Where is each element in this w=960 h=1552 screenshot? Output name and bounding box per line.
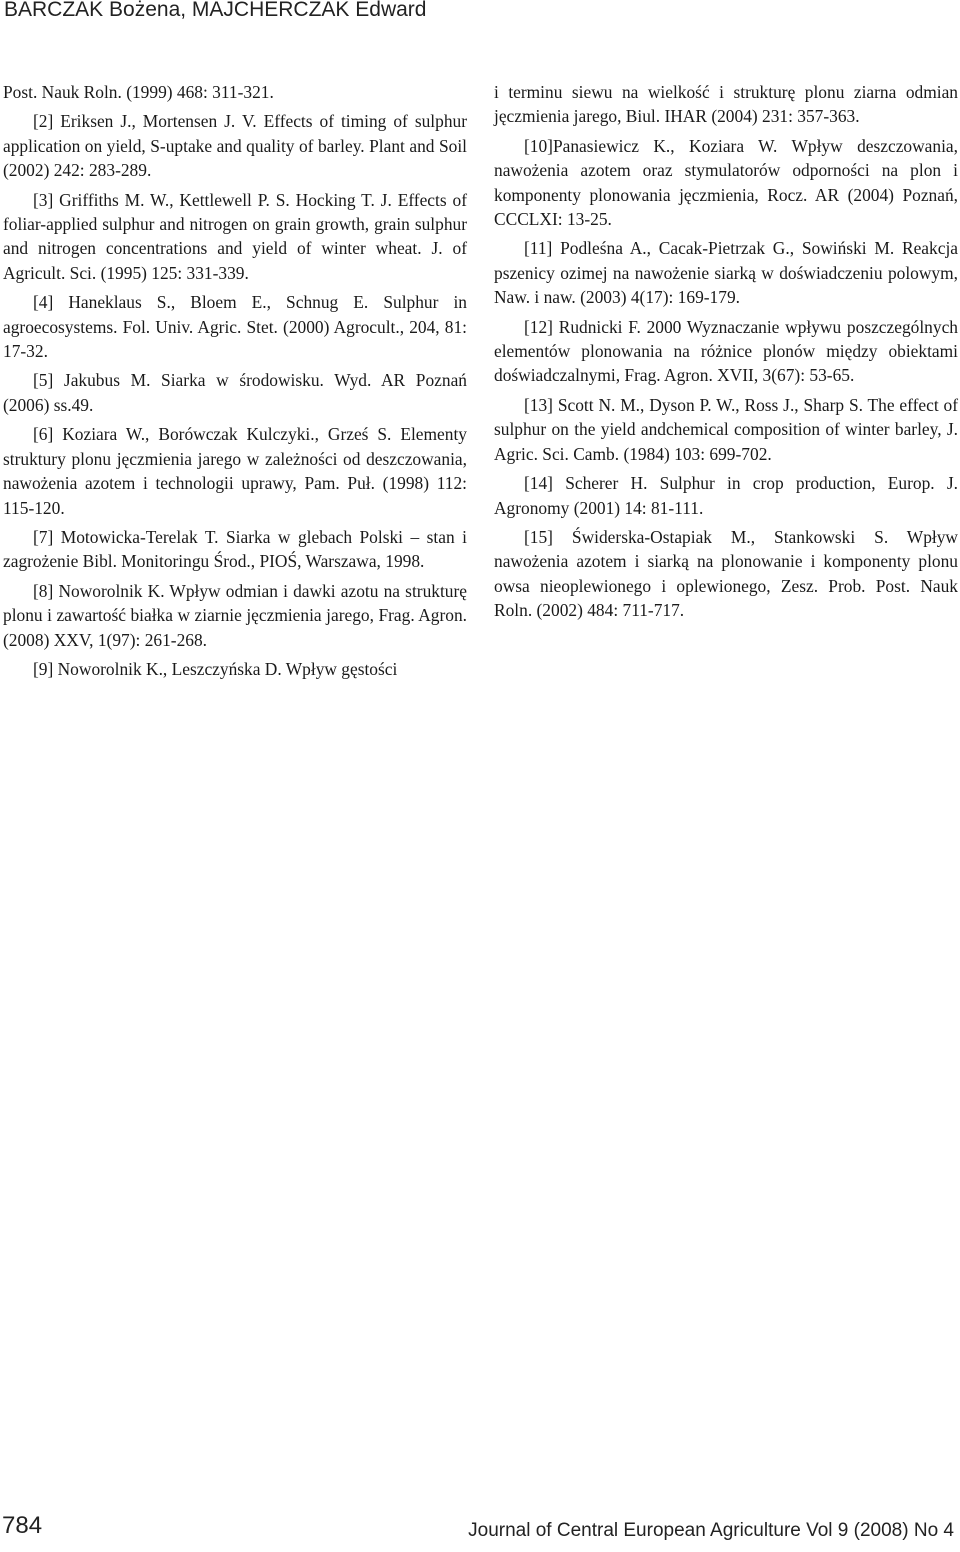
page-number: 784: [2, 1512, 43, 1539]
reference-4: [4] Haneklaus S., Bloem E., Schnug E. Sulphur in agroecosystems. Fol. Univ. Agric. Stet. (2000) Agrocult., 204, 81: 17-32.: [3, 292, 467, 362]
reference-9-continuation: i terminu siewu na wielkość i strukturę plonu ziarna odmian jęczmienia jarego, Biul. IHAR (2004) 231: 357-363.: [494, 82, 958, 127]
reference-11: [11] Podleśna A., Cacak-Pietrzak G., Sowiński M. Reakcja pszenicy ozimej na nawożenie siarką w doświadczeniu polowym, Naw. i naw. (2003) 4(17): 169-179.: [494, 238, 958, 308]
reference-13: [13] Scott N. M., Dyson P. W., Ross J., Sharp S. The effect of sulphur on the yield andchemical composition of winter barley, J. Agric. Sci. Camb. (1984) 103: 699-702.: [494, 394, 958, 464]
reference-12: [12] Rudnicki F. 2000 Wyznaczanie wpływu poszczególnych elementów plonowania na różnice plonów między obiektami doświadczalnymi, Frag. Agron. XVII, 3(67): 53-65.: [494, 316, 958, 386]
journal-footer: Journal of Central European Agriculture Vol 9 (2008) No 4: [468, 1520, 954, 1541]
running-head-authors: BARCZAK Bożena, MAJCHERCZAK Edward: [4, 0, 427, 21]
reference-9: [9] Noworolnik K., Leszczyńska D. Wpływ gęstości: [33, 658, 398, 679]
reference-15: [15] Świderska-Ostapiak M., Stankowski S. Wpływ nawożenia azotem i siarką na plonowanie i komponenty plonu owsa nieoplewionego i oplewionego, Zesz. Prob. Post. Nauk Roln. (2002) 484: 711-717.: [494, 526, 958, 621]
references-left-column: [3, 80, 467, 686]
reference-6: [6] Koziara W., Borówczak Kulczyki., Grześ S. Elementy struktury plonu jęczmienia jarego w zależności od deszczowania, nawożenia azotem i technologii uprawy, Pam. Puł. (1998) 112: 115-120.: [3, 424, 467, 518]
reference-3: [3] Griffiths M. W., Kettlewell P. S. Hocking T. J. Effects of foliar-applied sulphur and nitrogen on grain growth, grain sulphur and nitrogen concentrations and yield of winter wheat. J. of Agricult. Sci. (1995) 125: 331-339.: [3, 189, 467, 283]
reference-8: [8] Noworolnik K. Wpływ odmian i dawki azotu na strukturę plonu i zawartość białka w ziarnie jęczmienia jarego, Frag. Agron. (2008) XXV, 1(97): 261-268.: [3, 580, 467, 650]
reference-2: [2] Eriksen J., Mortensen J. V. Effects of timing of sulphur application on yield, S-uptake and quality of barley. Plant and Soil (2002) 242: 283-289.: [3, 111, 467, 181]
reference-1-continuation: Post. Nauk Roln. (1999) 468: 311-321.: [3, 82, 274, 102]
reference-5: [5] Jakubus M. Siarka w środowisku. Wyd. AR Poznań (2006) ss.49.: [3, 370, 467, 415]
reference-14: [14] Scherer H. Sulphur in crop production, Europ. J. Agronomy (2001) 14: 81-111.: [494, 473, 958, 518]
reference-7: [7] Motowicka-Terelak T. Siarka w glebach Polski – stan i zagrożenie Bibl. Monitoringu Środ., PIOŚ, Warszawa, 1998.: [3, 526, 467, 572]
reference-10: [10]Panasiewicz K., Koziara W. Wpływ deszczowania, nawożenia azotem oraz stymulatorów odporności na plon i komponenty plonowania jęczmienia, Rocz. AR (2004) Poznań, CCCLXI: 13-25.: [494, 135, 958, 230]
references-right-column: [494, 80, 958, 628]
